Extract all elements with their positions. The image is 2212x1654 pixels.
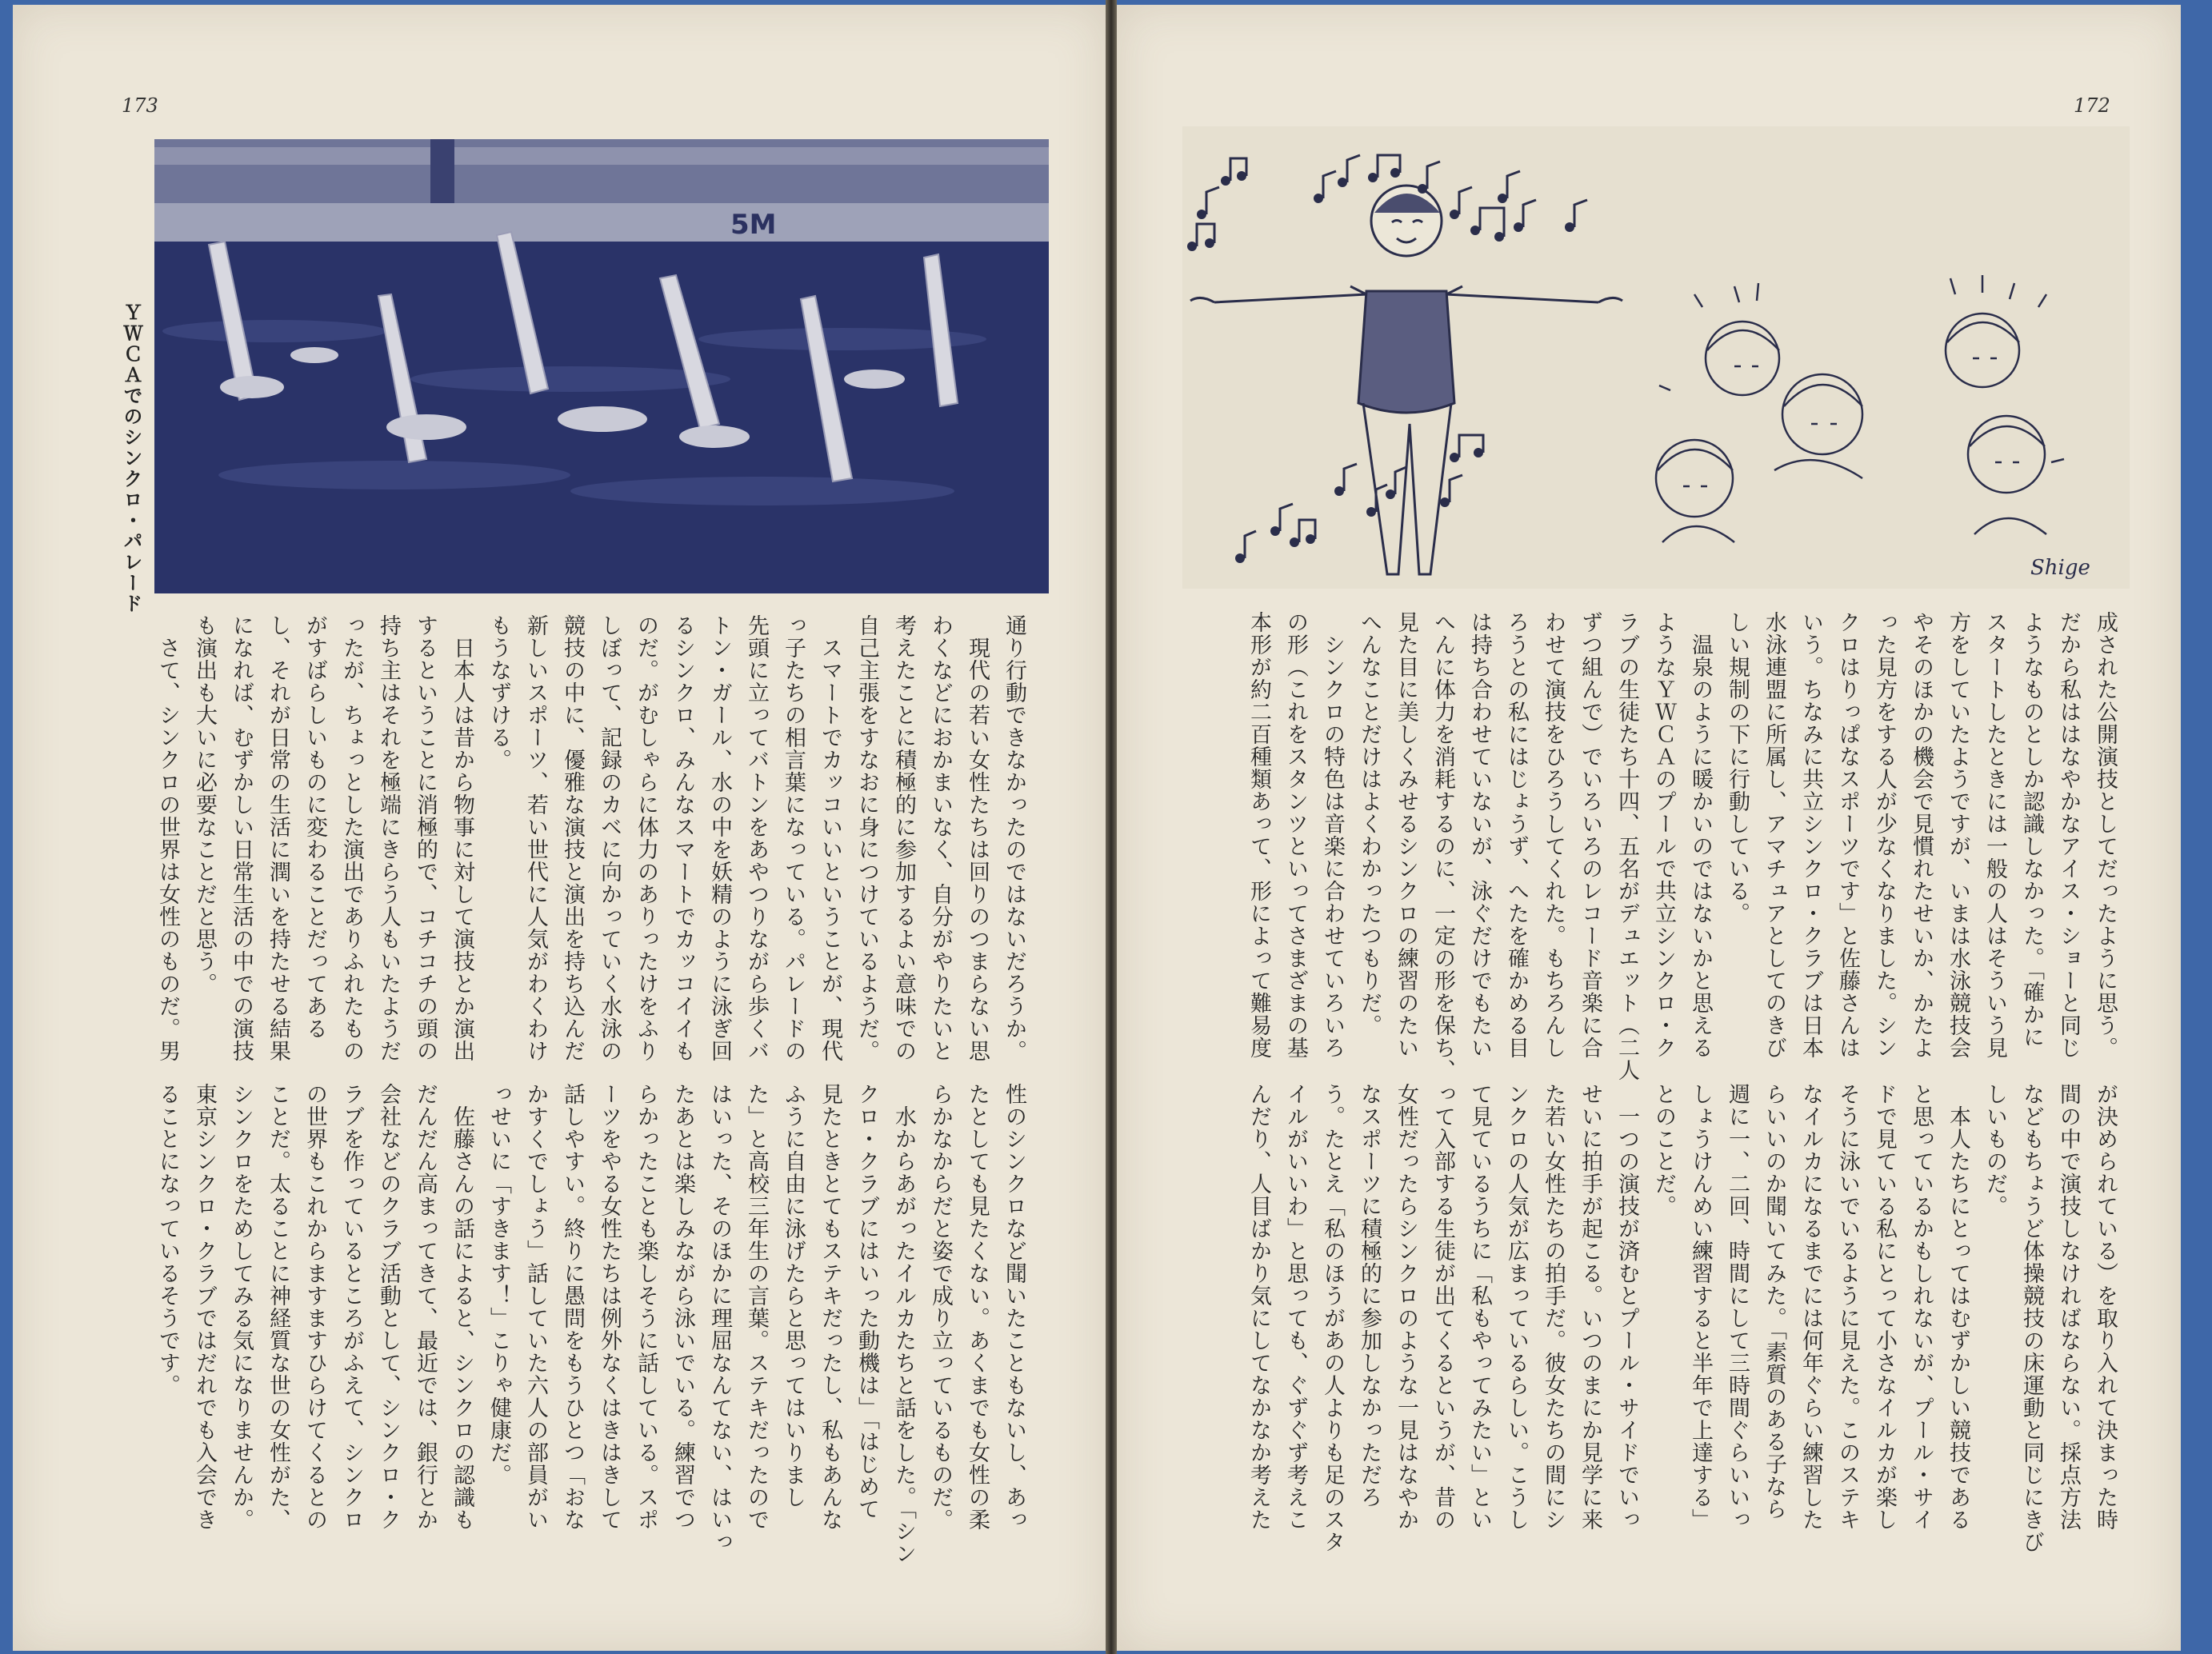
text-column: 間の中で演技しなければならない。採点方法 — [2056, 1083, 2081, 1531]
text-column: う。たとえ「私のほうがあの人よりも足のスタ — [1320, 1083, 1345, 1553]
text-column: も演出も大いに必要なことだと思う。 — [192, 614, 217, 995]
text-column: 週に一、二回、時間にして三時間ぐらいいっ — [1725, 1083, 1750, 1531]
text-column: 見た目に美しくみせるシンクロの練習のたい — [1394, 611, 1418, 1059]
text-column: しょうけんめい練習すると半年で上達する」 — [1688, 1083, 1713, 1531]
text-column: 本形が約二百種類あって、形によって難易度 — [1246, 611, 1271, 1059]
text-column: はいった、そのほかに理屈なんてない、はいっ — [707, 1083, 732, 1553]
page-number-right: 172 — [2074, 94, 2110, 117]
text-column: ドで見ている私にとって小さなイルカが楽し — [1872, 1083, 1897, 1531]
swimmer-illustration — [1182, 126, 2130, 589]
text-column: ンクロの人気が広まっているらしい。こうし — [1504, 1083, 1529, 1531]
text-column: 見たときとてもステキだったし、私もあんな — [818, 1083, 842, 1531]
text-column: 通り行動できなかったのではないだろうか。 — [1002, 614, 1026, 1062]
book-gutter — [1106, 0, 1117, 1654]
text-column: ろうとの私にはじょうず、へたを確かめる目 — [1504, 611, 1529, 1059]
text-column: 自己主張をすなおに身につけているようだ。 — [854, 614, 879, 1062]
text-column: 東京シンクロ・クラブではだれでも入会でき — [192, 1083, 217, 1531]
text-column: だんだん高まってきて、最近では、銀行とか — [413, 1083, 438, 1531]
text-column: せいに拍手が起こる。いつのまにか見学に来 — [1578, 1083, 1602, 1531]
text-column: たとしても見たくない。あくまでも女性の柔 — [965, 1083, 990, 1531]
text-column: 性のシンクロなど聞いたこともないし、あっ — [1002, 1083, 1026, 1531]
text-column: 持ち主はそれを極端にきらう人もいたようだ — [376, 614, 401, 1062]
text-column: しいものだ。 — [1982, 1083, 2007, 1217]
text-column: ことだ。太ることに神経質な世の女性がた、 — [266, 1083, 290, 1531]
text-column: は持ち合わせていないが、泳ぐだけでもたい — [1467, 611, 1492, 1059]
text-column: になれば、むずかしい日常生活の中での演技 — [229, 614, 254, 1062]
left-upper-text-block — [149, 614, 1032, 1062]
text-column: クロはりっぱなスポーツです」と佐藤さんは — [1835, 611, 1860, 1059]
text-column: し、それが日常の生活に潤いを持たせる結果 — [266, 614, 290, 1062]
text-column: シンクロをためしてみる気になりませんか。 — [229, 1083, 254, 1531]
text-column: トン・ガール、水の中を妖精のように泳ぎ回 — [707, 614, 732, 1062]
text-column: った見方をする人が少なくなりました。シン — [1872, 611, 1897, 1059]
text-column: 本人たちにとってはむずかしい競技である — [1946, 1083, 1970, 1531]
text-column: 競技の中に、優雅な演技と演出を持ち込んだ — [560, 614, 585, 1062]
text-column: などもちょうど体操競技の床運動と同じにきび — [2019, 1083, 2044, 1553]
text-column: シンクロの特色は音楽に合わせていろいろ — [1320, 611, 1345, 1059]
text-column: ようなものとしか認識しなかった。「確かに — [2019, 611, 2044, 1049]
text-column: ようなＹＷＣＡのプールで共立シンクロ・ク — [1651, 611, 1676, 1059]
text-column: たあとは楽しみながら泳いでいる。練習でつ — [670, 1083, 695, 1531]
text-column: へんなことだけはよくわかったつもりだ。 — [1357, 611, 1382, 1037]
text-column: るシンクロ、みんなスマートでカッコイイも — [670, 614, 695, 1062]
text-column: ることになっているそうです。 — [155, 1083, 180, 1396]
text-column: っ子たちの相言葉になっている。パレードの — [781, 614, 806, 1062]
text-column: 成された公開演技としてだったように思う。 — [2093, 611, 2118, 1059]
text-column: っせいに「すきます！」こりゃ健康だ。 — [486, 1083, 511, 1486]
text-column: 現代の若い女性たちは回りのつまらない思 — [965, 614, 990, 1062]
text-column: 方をしていたようですが、いまは水泳競技会 — [1946, 611, 1970, 1059]
text-column: スマートでカッコいいということが、現代 — [818, 614, 842, 1062]
text-column: た若い女性たちの拍手だ。彼女たちの間にシ — [1541, 1083, 1566, 1531]
text-column: わせて演技をひろうしてくれた。もちろんし — [1541, 611, 1566, 1059]
text-column: た」と高校三年生の言葉。ステキだったので — [744, 1083, 769, 1531]
synchro-parade-photo — [154, 139, 1049, 593]
text-column: らかったことも楽しそうに話している。スポ — [634, 1083, 658, 1531]
text-column: わくなどにおかまいなく、自分がやりたいと — [928, 614, 953, 1062]
text-column: のだ。がむしゃらに体力のありったけをふり — [634, 614, 658, 1062]
right-upper-text-block — [1240, 611, 2123, 1081]
text-column: いう。ちなみに共立シンクロ・クラブは日本 — [1798, 611, 1823, 1059]
text-column: んだり、人目ばかり気にしてなかなか考えた — [1246, 1083, 1271, 1531]
page-number-left: 173 — [122, 94, 158, 117]
text-column: 新しいスポーツ、若い世代に人気がわくわけ — [523, 614, 548, 1062]
text-column: の形（これをスタンツといってさまざまの基 — [1283, 611, 1308, 1059]
text-column: なスポーツに積極的に参加しなかっただろ — [1357, 1083, 1382, 1508]
text-column: イルがいいわ」と思っても、ぐずぐず考えこ — [1283, 1083, 1308, 1531]
text-column: しい規制の下に行動している。 — [1725, 611, 1750, 925]
text-column: ラブの生徒たち十四、五名がデュエット（二人 — [1614, 611, 1639, 1081]
text-column: と思っているかもしれないが、プール・サイ — [1909, 1083, 1934, 1531]
text-column: クロ・クラブにはいった動機は」「はじめて — [854, 1083, 879, 1520]
text-column: ーツをやる女性たちは例外なくはきはきして — [597, 1083, 622, 1531]
text-column: スタートしたときには一般の人はそういう見 — [1982, 611, 2007, 1059]
text-column: だから私ははなやかなアイス・ショーと同じ — [2056, 611, 2081, 1059]
text-column: の世界もこれからますますひらけてくるとの — [302, 1083, 327, 1531]
text-column: らいいのか聞いてみた。「素質のある子なら — [1762, 1083, 1786, 1520]
text-column: さて、シンクロの世界は女性のものだ。男 — [155, 614, 180, 1062]
text-column: て見ているうちに「私もやってみたい」とい — [1467, 1083, 1492, 1531]
text-column: 日本人は昔から物事に対して演技とか演出 — [450, 614, 474, 1062]
text-column: が決められている）を取り入れて決まった時 — [2093, 1083, 2118, 1531]
text-column: なイルカになるまでには何年ぐらい練習した — [1798, 1083, 1823, 1531]
text-column: らかなからだと姿で成り立っているものだ。 — [928, 1083, 953, 1531]
text-column: 一つの演技が済むとプール・サイドでいっ — [1614, 1083, 1639, 1531]
text-column: 話しやすい。終りに愚問をもうひとつ「おな — [560, 1083, 585, 1531]
text-column: するということに消極的で、コチコチの頭の — [413, 614, 438, 1062]
text-column: 佐藤さんの話によると、シンクロの認識も — [450, 1083, 474, 1531]
text-column: ったが、ちょっとした演出でありふれたもの — [339, 614, 364, 1062]
illustrator-signature: Shige — [2030, 556, 2090, 580]
text-column: しぼって、記録のカベに向かっていく水泳の — [597, 614, 622, 1062]
photo-caption: ＹＷＣＡでのシンクロ・パレード — [120, 302, 142, 614]
text-column: とのことだ。 — [1651, 1083, 1676, 1217]
text-column: ふうに自由に泳げたらと思ってはいりまし — [781, 1083, 806, 1508]
text-column: かすくでしょう」話していた六人の部員がい — [523, 1083, 548, 1531]
text-column: 水からあがったイルカたちと話をした。「シン — [891, 1083, 916, 1565]
right-page — [1117, 5, 2181, 1651]
text-column: そうに泳いでいるように見えた。このステキ — [1835, 1083, 1860, 1531]
text-column: 女性だったらシンクロのような一見はなやか — [1394, 1083, 1418, 1531]
text-column: 水泳連盟に所属し、アマチュアとしてのきび — [1762, 611, 1786, 1059]
text-column: もうなずける。 — [486, 614, 511, 771]
text-column: って入部する生徒が出てくるというが、昔の — [1430, 1083, 1455, 1531]
text-column: ラブを作っているところがふえて、シンクロ — [339, 1083, 364, 1531]
text-column: 考えたことに積極的に参加するよい意味での — [891, 614, 916, 1062]
left-lower-text-block — [149, 1083, 1032, 1565]
text-column: がすばらしいものに変わることだってある — [302, 614, 327, 1040]
right-lower-text-block — [1240, 1083, 2123, 1553]
svg-text:5M: 5M — [730, 209, 777, 241]
text-column: 会社などのクラブ活動として、シンクロ・ク — [376, 1083, 401, 1531]
text-column: ずつ組んで）でいろいろのレコード音楽に合 — [1578, 611, 1602, 1059]
text-column: 先頭に立ってバトンをあやつりながら歩くバ — [744, 614, 769, 1062]
text-column: やそのほかの機会で見慣れたせいか、かたよ — [1909, 611, 1934, 1059]
text-column: 温泉のように暖かいのではないかと思える — [1688, 611, 1713, 1059]
left-page — [13, 5, 1106, 1651]
text-column: へんに体力を消耗するのに、一定の形を保ち、 — [1430, 611, 1455, 1081]
